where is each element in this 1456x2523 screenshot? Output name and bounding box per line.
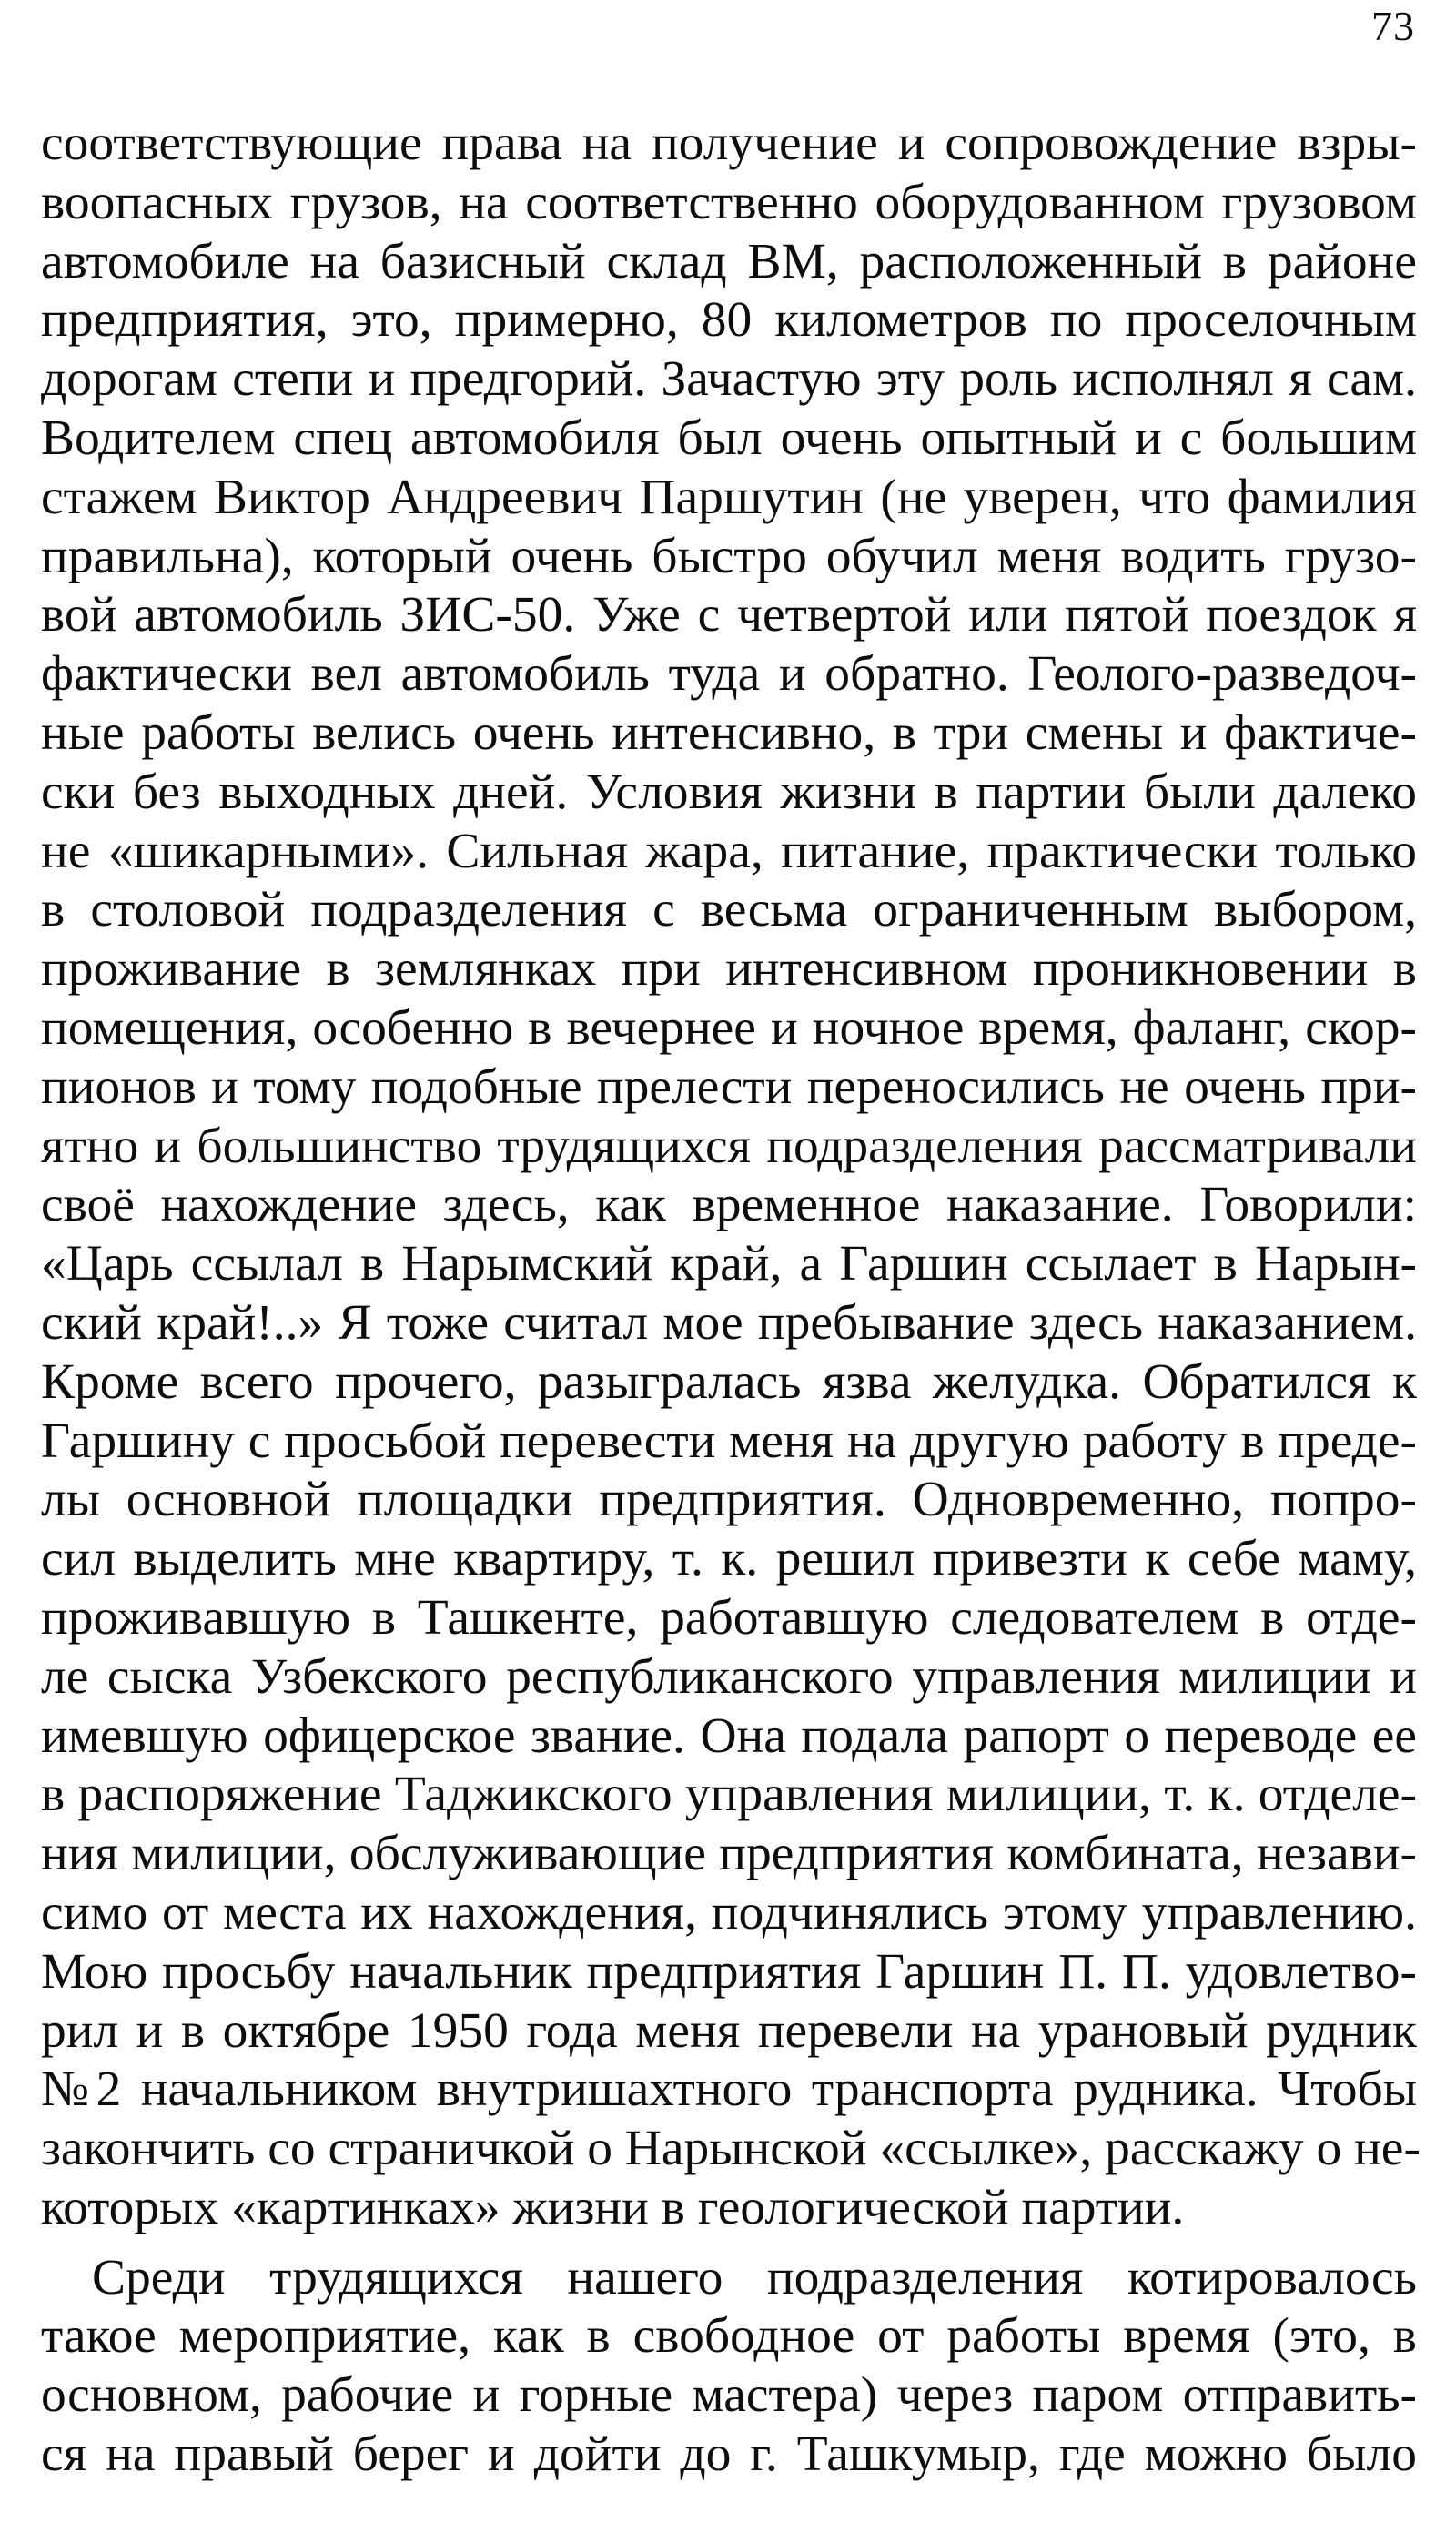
- page-number: 73: [1371, 3, 1415, 49]
- text-line: ные работы велись очень интенсивно, в три смены и фактиче-: [41, 704, 1417, 761]
- text-line: помещения, особенно в вечернее и ночное время, фаланг, скор-: [41, 999, 1417, 1056]
- paragraph-gap: [41, 2238, 1417, 2249]
- text-line: не «шикарными». Сильная жара, питание, практически только: [41, 823, 1417, 879]
- text-line: вой автомобиль ЗИС-50. Уже с четвертой или пятой поездок я: [41, 587, 1417, 643]
- text-line: проживание в землянках при интенсивном проникновении в: [41, 941, 1417, 998]
- text-line: основном, рабочие и горные мастера) через паром отправить-: [41, 2367, 1417, 2424]
- text-line: фактически вел автомобиль туда и обратно. Геолого-разведоч-: [41, 646, 1417, 703]
- text-line: ле сыска Узбекского республиканского управления милиции и: [41, 1648, 1417, 1705]
- text-line: своё нахождение здесь, как временное наказание. Говорили:: [41, 1177, 1417, 1233]
- text-line: ский край!..» Я тоже считал мое пребывание здесь наказанием.: [41, 1294, 1417, 1351]
- text-line: пионов и тому подобные прелести переносились не очень при-: [41, 1059, 1417, 1115]
- text-line: воопасных грузов, на соответственно оборудованном грузовом: [41, 174, 1417, 230]
- text-line: дорогам степи и предгорий. Зачастую эту роль исполнял я сам.: [41, 351, 1417, 408]
- body-text: [41, 115, 1421, 2485]
- text-line: рил и в октябре 1950 года меня перевели на урановый рудник: [41, 2002, 1417, 2059]
- text-line: в столовой подразделения с весьма ограниченным выбором,: [41, 882, 1417, 938]
- text-line: в распоряжение Таджикского управления милиции, т. к. отделе-: [41, 1767, 1417, 1823]
- text-line: имевшую офицерское звание. Она подала рапорт о переводе ее: [41, 1707, 1417, 1764]
- text-line: проживавшую в Ташкенте, работавшую следователем в отде-: [41, 1589, 1417, 1646]
- paragraph-1: [41, 115, 1421, 2238]
- text-line: правильна), который очень быстро обучил меня водить грузо-: [41, 528, 1417, 584]
- text-line: ски без выходных дней. Условия жизни в партии были далеко: [41, 764, 1417, 820]
- text-line: закончить со страничкой о Нарынской «ссылке», расскажу о не-: [41, 2121, 1421, 2177]
- text-line: сил выделить мне квартиру, т. к. решил привезти к себе маму,: [41, 1531, 1417, 1587]
- text-line: Мою просьбу начальник предприятия Гаршин П. П. удовлетво-: [41, 1943, 1417, 2000]
- text-line: стажем Виктор Андреевич Паршутин (не уверен, что фамилия: [41, 469, 1417, 525]
- text-line: симо от места их нахождения, подчинялись этому управлению.: [41, 1884, 1417, 1940]
- text-line: ся на правый берег и дойти до г. Ташкумыр, где можно было: [41, 2427, 1417, 2483]
- text-line: такое мероприятие, как в свободное от работы время (это, в: [41, 2308, 1417, 2365]
- text-line: ятно и большинство трудящихся подразделения рассматривали: [41, 1118, 1417, 1174]
- paragraph-2: [41, 2249, 1417, 2485]
- text-line: Кроме всего прочего, разыгралась язва желудка. Обратился к: [41, 1353, 1417, 1410]
- text-line: ния милиции, обслуживающие предприятия комбината, незави-: [41, 1826, 1417, 1882]
- text-line: автомобиле на базисный склад ВМ, расположенный в районе: [41, 233, 1417, 289]
- text-line: Среди трудящихся нашего подразделения котировалось: [92, 2249, 1417, 2305]
- text-line: Водителем спец автомобиля был очень опытный и с большим: [41, 410, 1417, 466]
- text-line: предприятия, это, примерно, 80 километров по проселочным: [41, 292, 1417, 349]
- text-line: которых «картинках» жизни в геологической партии.: [41, 2179, 1185, 2235]
- text-line: лы основной площадки предприятия. Одновременно, попро-: [41, 1472, 1417, 1528]
- text-line: соответствующие права на получение и сопровождение взры-: [41, 116, 1417, 171]
- text-line: Гаршину с просьбой перевести меня на другую работу в преде-: [41, 1413, 1417, 1469]
- text-line: №2 начальником внутришахтного транспорта рудника. Чтобы: [41, 2062, 1417, 2118]
- text-line: «Царь ссылал в Нарымский край, а Гаршин ссылает в Нарын-: [41, 1236, 1417, 1292]
